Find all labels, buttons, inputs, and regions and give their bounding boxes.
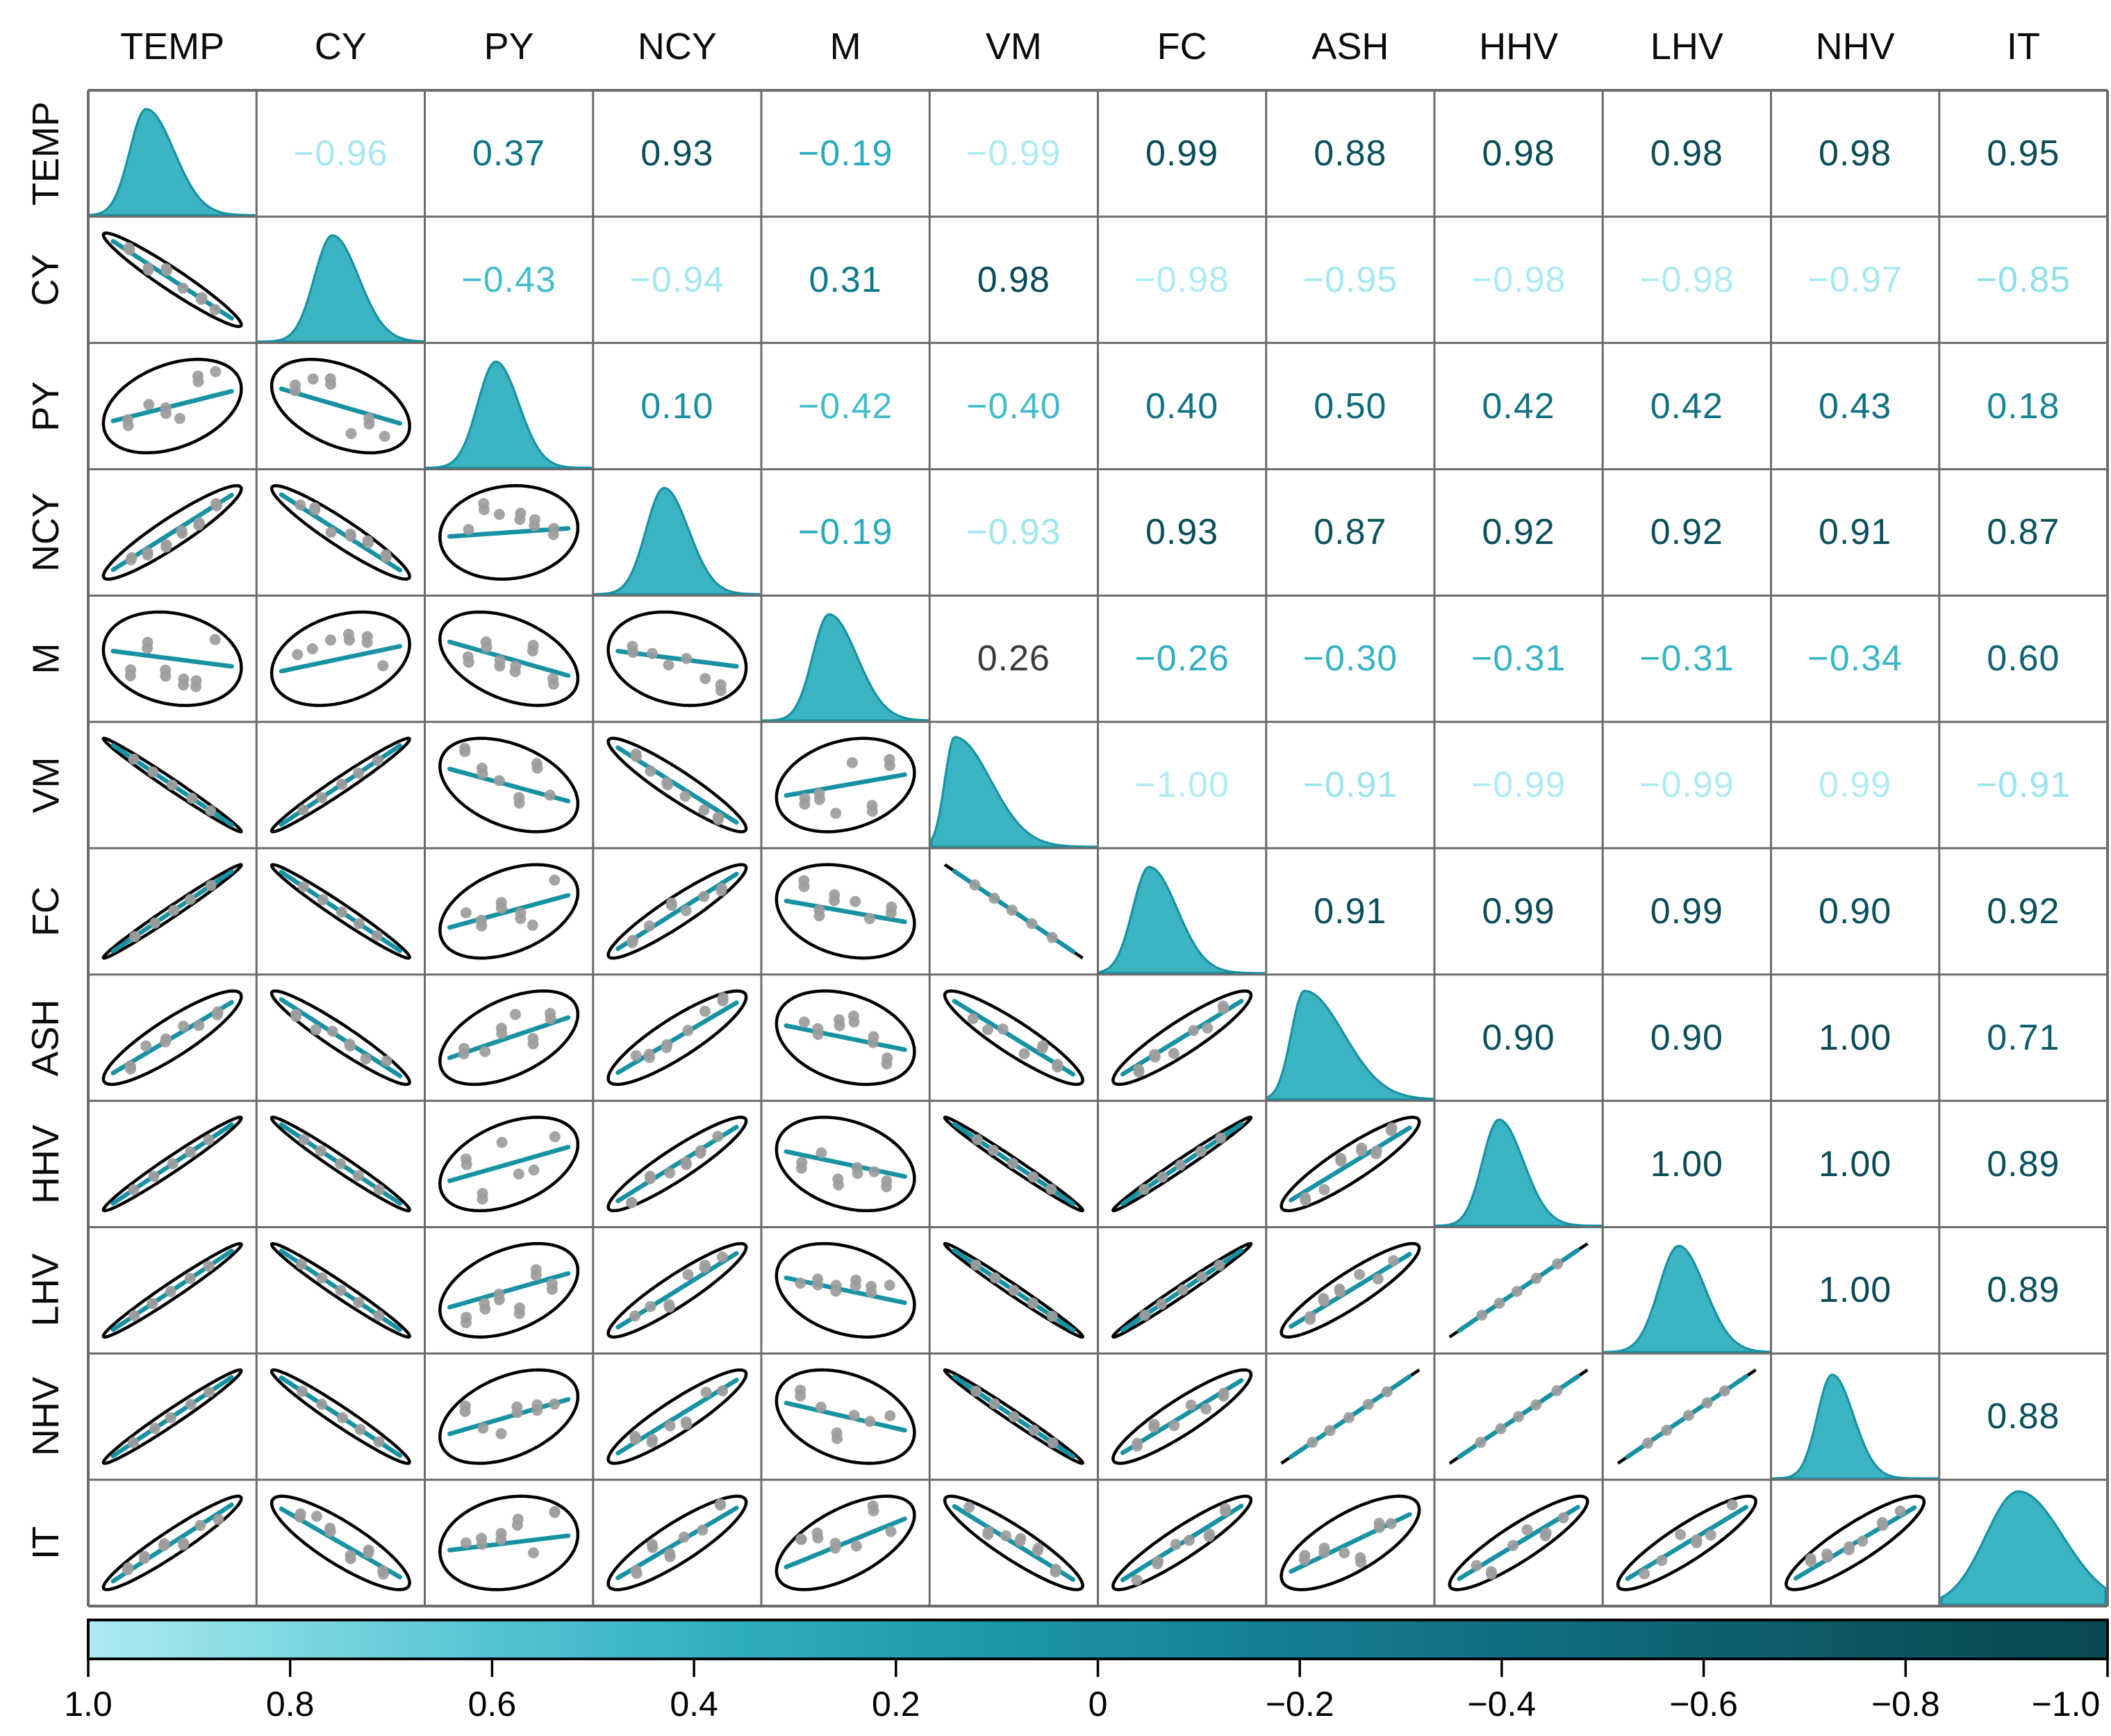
scatter-cell-IT-NHV: [1786, 1496, 1924, 1590]
scatter-cell-FC-NCY: [609, 865, 747, 959]
scatter-cell-LHV-NCY: [609, 1243, 747, 1337]
corr-value-PY-ASH: 0.50: [1314, 386, 1387, 427]
scatter-cell-LHV-PY: [440, 1243, 578, 1337]
corr-value-TEMP-IT: 0.95: [1987, 133, 2060, 174]
density-plot-M: [763, 614, 927, 720]
corr-value-ASH-LHV: 0.90: [1650, 1017, 1723, 1058]
scatter-cell-ASH-VM: [945, 991, 1083, 1085]
corr-value-NCY-IT: 0.87: [1987, 512, 2060, 553]
colorbar-tick-label-−0.6: −0.6: [1669, 1685, 1738, 1723]
scatter-cell-NHV-HHV: [1450, 1370, 1588, 1464]
row-header-label: M: [24, 643, 67, 675]
corr-value-ASH-HHV: 0.90: [1482, 1017, 1555, 1058]
corr-value-LHV-IT: 0.89: [1987, 1270, 2060, 1311]
scatter-cell-NHV-M: [777, 1370, 915, 1464]
scatter-cell-M-CY: [272, 612, 410, 706]
corr-value-VM-FC: −1.00: [1134, 765, 1230, 806]
row-header-label: IT: [25, 1526, 67, 1560]
corr-value-NCY-NHV: 0.91: [1819, 512, 1892, 553]
corr-value-CY-ASH: −0.95: [1302, 259, 1398, 300]
corr-value-HHV-NHV: 1.00: [1819, 1143, 1892, 1184]
corr-value-FC-NHV: 0.90: [1819, 891, 1892, 932]
scatter-cell-CY-TEMP: [104, 233, 242, 327]
col-header-M: M: [829, 26, 861, 67]
col-header-NCY: NCY: [637, 26, 717, 67]
corr-value-CY-FC: −0.98: [1134, 259, 1230, 300]
corr-value-FC-IT: 0.92: [1987, 891, 2060, 932]
scatter-cell-ASH-CY: [272, 991, 410, 1085]
scatter-cell-NHV-NCY: [609, 1370, 747, 1464]
corr-value-M-VM: 0.26: [977, 638, 1050, 679]
scatter-cell-ASH-PY: [440, 991, 578, 1085]
corr-value-M-HHV: −0.31: [1471, 638, 1566, 679]
scatter-cell-LHV-TEMP: [104, 1243, 242, 1337]
corr-value-TEMP-PY: 0.37: [472, 133, 546, 174]
scatter-cell-M-NCY: [609, 612, 747, 706]
corr-value-CY-M: 0.31: [809, 259, 882, 300]
row-header-TEMP: [10, 90, 82, 217]
col-header-FC: FC: [1157, 26, 1207, 67]
col-header-TEMP: TEMP: [120, 26, 225, 67]
corr-value-PY-LHV: 0.42: [1650, 386, 1723, 427]
col-header-VM: VM: [985, 26, 1042, 67]
corr-value-CY-LHV: −0.98: [1639, 259, 1735, 300]
corr-value-ASH-NHV: 1.00: [1819, 1017, 1892, 1058]
scatter-cell-IT-NCY: [609, 1496, 747, 1590]
corr-value-PY-NCY: 0.10: [640, 386, 714, 427]
scatter-cell-FC-VM: [945, 865, 1083, 959]
corr-value-LHV-NHV: 1.00: [1819, 1270, 1892, 1311]
scatter-cell-PY-CY: [272, 359, 410, 453]
corr-value-NCY-ASH: 0.87: [1314, 512, 1387, 553]
corr-value-NHV-IT: 0.88: [1987, 1396, 2060, 1437]
scatter-cell-HHV-M: [777, 1117, 915, 1211]
scatter-cell-HHV-ASH: [1282, 1117, 1420, 1211]
corr-value-TEMP-LHV: 0.98: [1650, 133, 1723, 174]
row-header-IT: [10, 1480, 82, 1606]
corr-value-CY-PY: −0.43: [461, 259, 556, 300]
scatter-cell-IT-ASH: [1282, 1496, 1420, 1590]
scatter-cell-NHV-FC: [1113, 1370, 1251, 1464]
colorbar-tick-label-−1.0: −1.0: [2031, 1685, 2101, 1723]
scatter-cell-ASH-FC: [1113, 991, 1251, 1085]
colorbar-legend: [88, 1620, 2108, 1677]
corr-value-ASH-IT: 0.71: [1987, 1017, 2060, 1058]
scatter-cell-LHV-FC: [1113, 1243, 1251, 1337]
corr-value-NCY-M: −0.19: [797, 512, 893, 553]
corr-value-PY-M: −0.42: [797, 386, 893, 427]
corr-value-HHV-LHV: 1.00: [1650, 1143, 1723, 1184]
corr-value-TEMP-ASH: 0.88: [1314, 133, 1387, 174]
scatter-cell-FC-TEMP: [104, 865, 242, 959]
density-plot-ASH: [1268, 991, 1432, 1100]
corr-value-M-IT: 0.60: [1987, 638, 2060, 679]
row-header-label: VM: [25, 757, 67, 813]
scatter-cell-FC-PY: [440, 865, 578, 959]
row-header-M: [10, 595, 82, 722]
corr-value-M-ASH: −0.30: [1302, 638, 1398, 679]
corr-value-VM-HHV: −0.99: [1471, 765, 1566, 806]
scatter-cell-VM-CY: [272, 738, 410, 832]
scatter-cell-ASH-TEMP: [104, 991, 242, 1085]
colorbar-tick-label-0.6: 0.6: [467, 1685, 517, 1723]
corr-value-CY-HHV: −0.98: [1471, 259, 1566, 300]
corr-value-FC-ASH: 0.91: [1314, 891, 1387, 932]
row-header-FC: [10, 848, 82, 975]
scatter-cell-IT-TEMP: [104, 1496, 242, 1590]
scatter-cell-NHV-ASH: [1282, 1370, 1420, 1464]
row-header-PY: [10, 343, 82, 470]
row-header-NCY: [10, 470, 82, 596]
scatter-cell-HHV-VM: [945, 1117, 1083, 1211]
colorbar-tick-label-1.0: 1.0: [64, 1685, 113, 1723]
corr-value-VM-LHV: −0.99: [1639, 765, 1735, 806]
corr-value-TEMP-VM: −0.99: [966, 133, 1061, 174]
scatter-cell-NHV-CY: [272, 1370, 410, 1464]
scatter-cell-M-TEMP: [104, 612, 242, 706]
row-header-label: LHV: [25, 1253, 67, 1327]
colorbar-tick-label-−0.2: −0.2: [1265, 1685, 1334, 1723]
scatter-cell-NCY-CY: [272, 486, 410, 579]
corr-value-PY-IT: 0.18: [1987, 386, 2060, 427]
corr-value-HHV-IT: 0.89: [1987, 1143, 2060, 1184]
row-header-LHV: [10, 1227, 82, 1354]
colorbar-tick-label-−0.4: −0.4: [1467, 1685, 1537, 1723]
row-header-CY: [10, 217, 82, 343]
col-header-HHV: HHV: [1479, 26, 1559, 67]
row-header-label: HHV: [25, 1124, 67, 1204]
density-plot-LHV: [1605, 1246, 1769, 1353]
density-plot-CY: [258, 235, 422, 342]
colorbar-tick-label-−0.8: −0.8: [1871, 1685, 1940, 1723]
scatter-cell-HHV-FC: [1113, 1117, 1251, 1211]
scatter-cell-PY-TEMP: [104, 359, 242, 453]
scatter-cell-IT-LHV: [1618, 1496, 1756, 1589]
scatter-cell-LHV-M: [777, 1243, 915, 1337]
scatter-cell-LHV-VM: [945, 1243, 1083, 1337]
density-plot-FC: [1100, 867, 1264, 973]
scatter-cell-NCY-TEMP: [104, 486, 242, 579]
scatter-cell-FC-M: [777, 865, 915, 959]
scatter-cell-NHV-VM: [945, 1370, 1083, 1464]
corr-value-NCY-VM: −0.93: [966, 512, 1061, 553]
colorbar-tick-label-0.2: 0.2: [872, 1685, 920, 1723]
scatter-cell-IT-VM: [945, 1496, 1083, 1590]
colorbar-tick-label-0.8: 0.8: [265, 1685, 315, 1723]
corr-value-PY-VM: −0.40: [966, 386, 1061, 427]
scatter-cell-NHV-TEMP: [104, 1370, 242, 1464]
col-header-NHV: NHV: [1815, 26, 1895, 67]
scatter-cell-VM-TEMP: [104, 738, 242, 832]
scatter-cell-VM-NCY: [609, 738, 747, 832]
scatter-cell-HHV-PY: [440, 1117, 578, 1211]
colorbar-tick-label-0.4: 0.4: [670, 1685, 718, 1723]
density-plot-TEMP: [90, 109, 254, 215]
scatter-cell-NCY-PY: [440, 486, 578, 579]
row-header-label: NHV: [25, 1377, 67, 1457]
corr-value-PY-NHV: 0.43: [1819, 386, 1892, 427]
row-header-label: FC: [24, 886, 67, 936]
scatter-cell-LHV-CY: [272, 1243, 410, 1337]
corr-value-NCY-LHV: 0.92: [1650, 512, 1723, 553]
corr-value-NCY-HHV: 0.92: [1482, 512, 1555, 553]
corr-value-TEMP-NHV: 0.98: [1819, 133, 1892, 174]
scatter-cell-NHV-LHV: [1618, 1370, 1756, 1464]
row-header-label: CY: [24, 254, 67, 306]
corr-value-NCY-FC: 0.93: [1145, 512, 1219, 553]
col-header-IT: IT: [2006, 26, 2040, 67]
scatter-cell-LHV-HHV: [1450, 1243, 1588, 1337]
corr-value-FC-HHV: 0.99: [1482, 891, 1555, 932]
row-header-VM: [10, 722, 82, 848]
scatter-cell-IT-M: [777, 1496, 915, 1590]
row-header-label: NCY: [25, 493, 67, 572]
col-header-CY: CY: [314, 26, 367, 67]
corr-value-FC-LHV: 0.99: [1650, 891, 1723, 932]
corr-value-TEMP-NCY: 0.93: [640, 133, 714, 174]
density-plot-NHV: [1773, 1375, 1937, 1478]
scatter-cell-ASH-M: [777, 991, 915, 1085]
scatter-cell-IT-PY: [440, 1496, 578, 1590]
corr-value-CY-NHV: −0.97: [1807, 259, 1903, 300]
corr-value-PY-FC: 0.40: [1145, 386, 1219, 427]
row-header-label: PY: [24, 381, 67, 431]
corr-value-TEMP-HHV: 0.98: [1482, 133, 1555, 174]
density-plot-PY: [427, 362, 591, 468]
density-plot-IT: [1942, 1491, 2105, 1605]
row-header-label: TEMP: [25, 101, 67, 206]
corr-value-TEMP-CY: −0.96: [293, 133, 388, 174]
corr-value-PY-HHV: 0.42: [1482, 386, 1555, 427]
col-header-LHV: LHV: [1650, 26, 1723, 67]
corr-value-VM-NHV: 0.99: [1819, 765, 1892, 806]
scatter-cell-HHV-TEMP: [104, 1117, 242, 1211]
corr-value-TEMP-M: −0.19: [797, 133, 893, 174]
row-header-NHV: [10, 1353, 82, 1480]
corr-value-TEMP-FC: 0.99: [1145, 133, 1219, 174]
scatter-cell-NHV-PY: [440, 1370, 578, 1464]
scatter-cell-IT-FC: [1113, 1496, 1251, 1590]
row-header-ASH: [10, 975, 82, 1101]
col-header-PY: PY: [483, 26, 534, 67]
corr-value-M-NHV: −0.34: [1807, 638, 1903, 679]
density-plot-NCY: [595, 488, 759, 595]
scatter-cell-FC-CY: [272, 865, 410, 959]
corr-value-CY-VM: 0.98: [977, 259, 1050, 300]
corr-value-M-FC: −0.26: [1134, 638, 1230, 679]
col-header-ASH: ASH: [1311, 26, 1389, 67]
density-plot-VM: [932, 737, 1095, 847]
corr-value-M-LHV: −0.31: [1639, 638, 1735, 679]
scatter-cell-HHV-CY: [272, 1117, 410, 1211]
corr-value-VM-ASH: −0.91: [1302, 765, 1398, 806]
scatter-cell-VM-M: [777, 738, 915, 832]
density-plot-HHV: [1437, 1120, 1600, 1226]
scatter-cell-IT-CY: [272, 1496, 410, 1590]
corr-value-VM-IT: −0.91: [1976, 765, 2071, 806]
corr-value-CY-IT: −0.85: [1976, 259, 2071, 300]
scatter-cell-HHV-NCY: [609, 1117, 747, 1211]
corr-value-CY-NCY: −0.94: [629, 259, 725, 300]
scatter-cell-ASH-NCY: [609, 991, 747, 1085]
scatter-cell-M-PY: [440, 612, 578, 706]
scatter-cell-VM-PY: [440, 738, 578, 832]
row-header-label: ASH: [25, 999, 67, 1077]
scatter-cell-IT-HHV: [1450, 1496, 1588, 1589]
row-header-HHV: [10, 1101, 82, 1227]
scatter-cell-LHV-ASH: [1282, 1243, 1420, 1337]
colorbar-tick-label-0: 0: [1088, 1685, 1108, 1723]
